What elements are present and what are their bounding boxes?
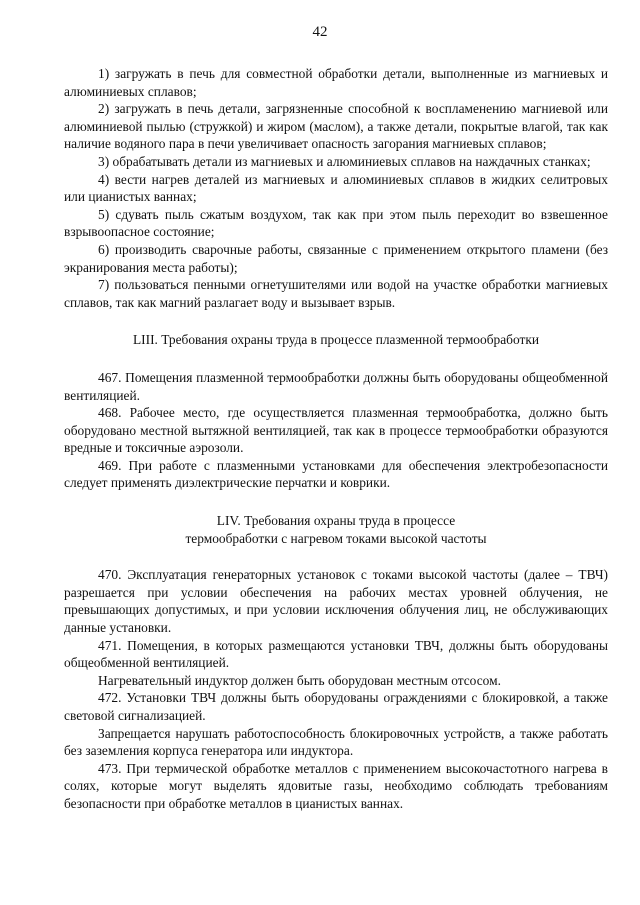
- paragraph-473: 473. При термической обработке металлов с применением высокочастотного нагрева в солях, которые могут выделять ядовитые газы, необходимо соблюдать требованиям безопасности при обработке металлов в цианистых ваннах.: [64, 760, 608, 811]
- list-item: 2) загружать в печь детали, загрязненные способной к воспламенению магниевой или алюминиевой пылью (стружкой) и жиром (маслом), а также детали, покрытые влагой, так как наличие водяного пара в печи увеличивает опасность загорания магниевых сплавов;: [64, 101, 608, 152]
- list-item: 7) пользоваться пенными огнетушителями или водой на участке обработки магниевых сплавов, так как магний разлагает воду и вызывает взрыв.: [64, 277, 608, 310]
- section-heading-54-line2: термообработки с нагревом токами высокой частоты: [185, 530, 487, 546]
- document-body: [64, 57, 608, 813]
- list-item: 1) загружать в печь для совместной обработки детали, выполненные из магниевых и алюминиевых сплавов;: [64, 66, 608, 99]
- list-item: 6) производить сварочные работы, связанные с применением открытого пламени (без экранирования места работы);: [64, 241, 608, 275]
- section-heading-54-line1: LIV. Требования охраны труда в процессе: [216, 513, 456, 529]
- paragraph-472: 472. Установки ТВЧ должны быть оборудованы ограждениями с блокировкой, а также световой сигнализацией.: [64, 690, 608, 723]
- section-heading-53: LIII. Требования охраны труда в процессе плазменной термообработки: [132, 332, 539, 348]
- list-item: 3) обрабатывать детали из магниевых и алюминиевых сплавов на наждачных станках;: [98, 153, 591, 169]
- paragraph-469: 469. При работе с плазменными установками для обеспечения электробезопасности следует применять диэлектрические перчатки и коврики.: [64, 457, 608, 491]
- page-number: 42: [312, 24, 328, 40]
- paragraph-471-note: Нагревательный индуктор должен быть оборудован местным отсосом.: [98, 672, 501, 688]
- paragraph-468: 468. Рабочее место, где осуществляется плазменная термообработка, должно быть оборудовано местной вытяжной вентиляцией, так как в процессе термообработки образуются вредные и токсичные аэрозоли.: [64, 405, 608, 456]
- list-item: 5) сдувать пыль сжатым воздухом, так как при этом пыль переходит во взвешенное взрывоопасное состояние;: [64, 206, 608, 240]
- paragraph-470: 470. Эксплуатация генераторных установок с токами высокой частоты (далее – ТВЧ) разрешается при условии обеспечения на рабочих местах уровней облучения, не превышающих допустимых, и при условии исключения облучения лиц, не обслуживающих данные установки.: [64, 567, 608, 636]
- paragraph-472-note: Запрещается нарушать работоспособность блокировочных устройств, а также работать без заземления корпуса генератора или индуктора.: [64, 725, 608, 759]
- paragraph-467: 467. Помещения плазменной термообработки должны быть оборудованы общеобменной вентиляцией.: [64, 369, 608, 403]
- paragraph-471: 471. Помещения, в которых размещаются установки ТВЧ, должны быть оборудованы общеобменной вентиляцией.: [64, 637, 608, 671]
- list-item: 4) вести нагрев деталей из магниевых и алюминиевых сплавов в жидких селитровых или цианистых ваннах;: [64, 171, 608, 205]
